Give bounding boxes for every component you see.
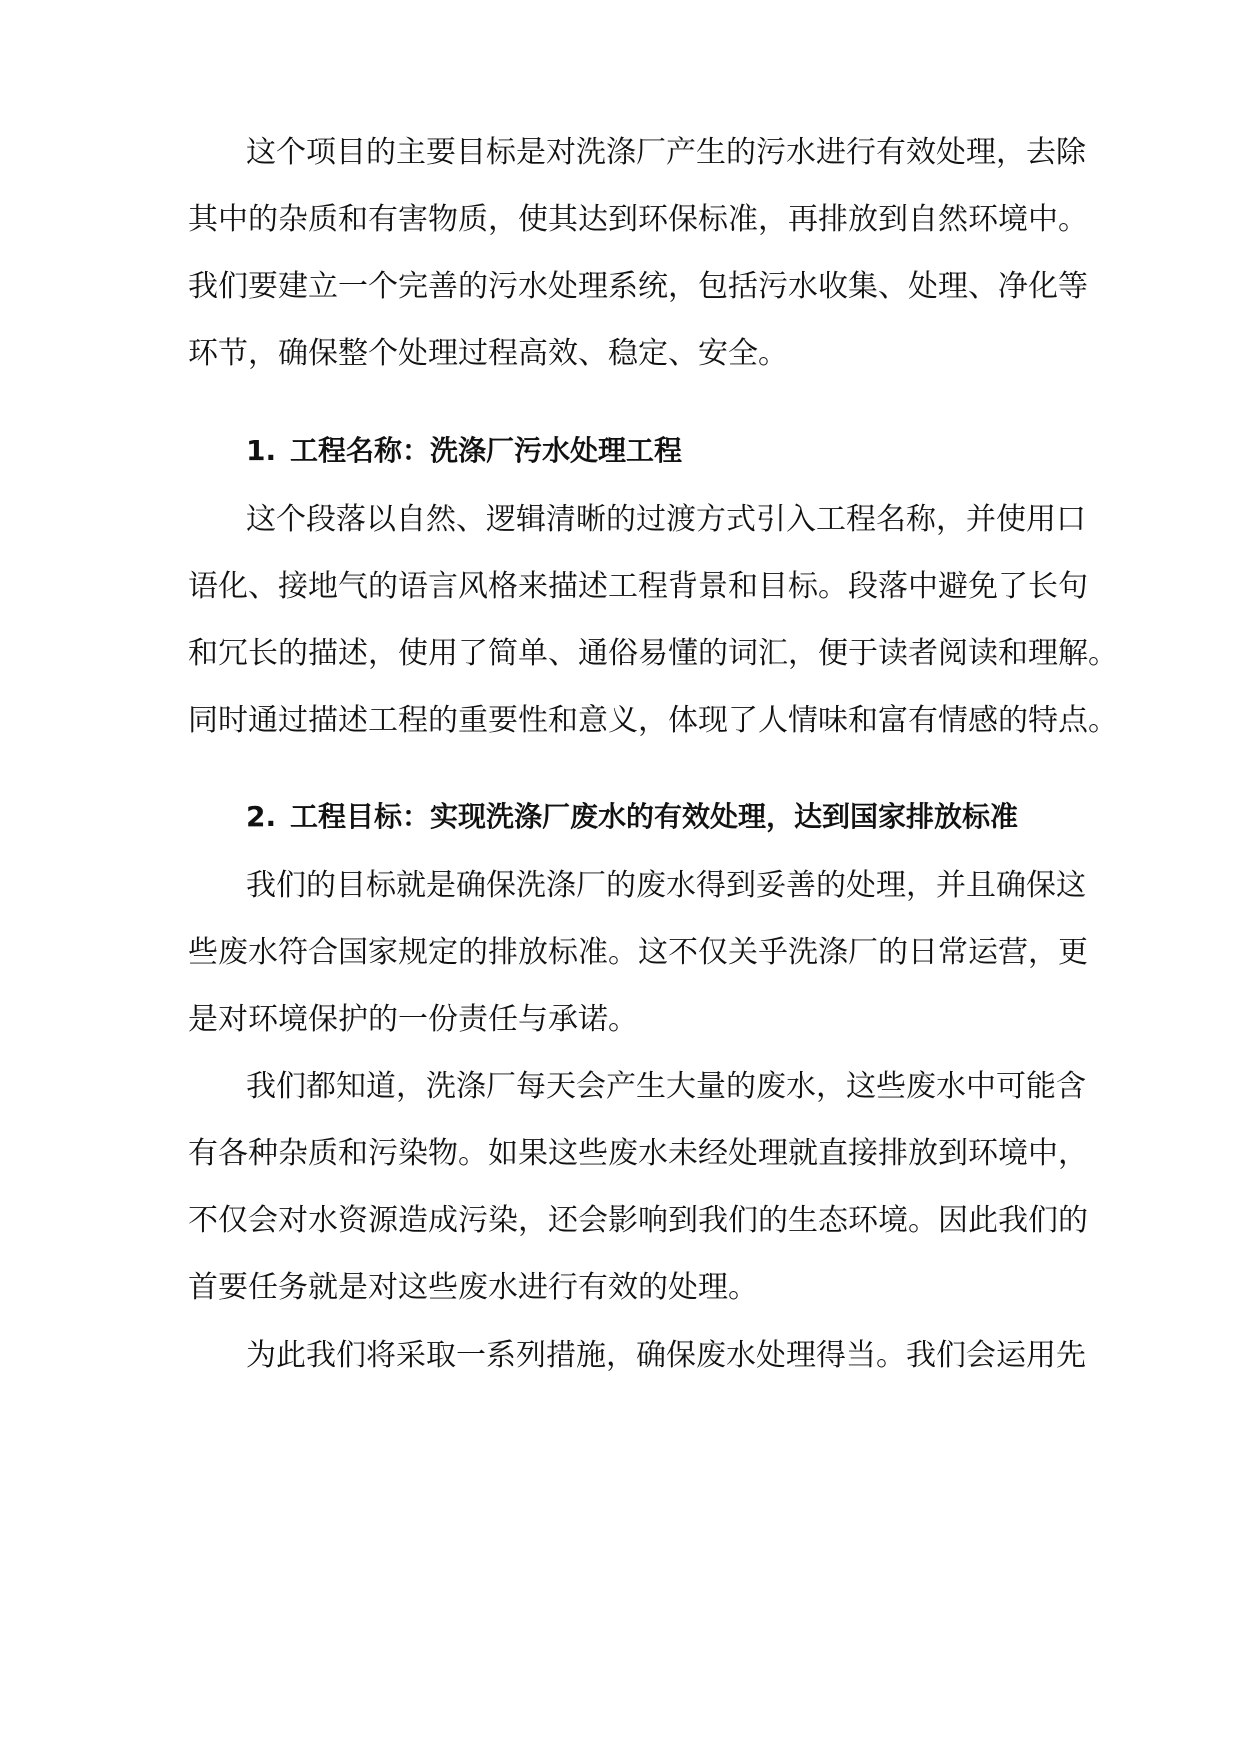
section-2-para-b-line-3: 不仅会对水资源造成污染，还会影响到我们的生态环境。因此我们的 [188, 1203, 1088, 1238]
section-1-number: 1. [246, 434, 277, 467]
section-1-line-4: 同时通过描述工程的重要性和意义，体现了人情味和富有情感的特点。 [188, 703, 1118, 738]
paragraph-1-line-4: 环节，确保整个处理过程高效、稳定、安全。 [188, 336, 788, 371]
section-2-para-b-line-2: 有各种杂质和污染物。如果这些废水未经处理就直接排放到环境中， [188, 1136, 1088, 1171]
section-1-heading [246, 431, 1068, 471]
section-1-line-3: 和冗长的描述，使用了简单、通俗易懂的词汇，便于读者阅读和理解。 [188, 636, 1118, 671]
section-1-title: 工程名称：洗涤厂污水处理工程 [290, 434, 683, 467]
section-2-para-b-line-4: 首要任务就是对这些废水进行有效的处理。 [188, 1270, 758, 1305]
section-2-number: 2. [246, 800, 277, 833]
section-2-para-c-line-1: 为此我们将采取一系列措施，确保废水处理得当。我们会运用先 [246, 1338, 1086, 1373]
section-2-title: 工程目标：实现洗涤厂废水的有效处理，达到国家排放标准 [290, 800, 1019, 833]
paragraph-1-line-2: 其中的杂质和有害物质，使其达到环保标准，再排放到自然环境中。 [188, 202, 1088, 237]
section-2-para-b-line-1: 我们都知道，洗涤厂每天会产生大量的废水，这些废水中可能含 [246, 1069, 1086, 1104]
paragraph-1-line-3: 我们要建立一个完善的污水处理系统，包括污水收集、处理、净化等 [188, 269, 1088, 304]
section-2-para-a-line-2: 些废水符合国家规定的排放标准。这不仅关乎洗涤厂的日常运营，更 [188, 935, 1088, 970]
section-2-heading [246, 797, 1068, 837]
section-2-para-a-line-3: 是对环境保护的一份责任与承诺。 [188, 1002, 638, 1037]
paragraph-1-line-1: 这个项目的主要目标是对洗涤厂产生的污水进行有效处理，去除 [246, 135, 1086, 170]
section-1-line-2: 语化、接地气的语言风格来描述工程背景和目标。段落中避免了长句 [188, 569, 1088, 604]
section-1-line-1: 这个段落以自然、逻辑清晰的过渡方式引入工程名称，并使用口 [246, 502, 1086, 537]
section-2-para-a-line-1: 我们的目标就是确保洗涤厂的废水得到妥善的处理，并且确保这 [246, 868, 1086, 903]
